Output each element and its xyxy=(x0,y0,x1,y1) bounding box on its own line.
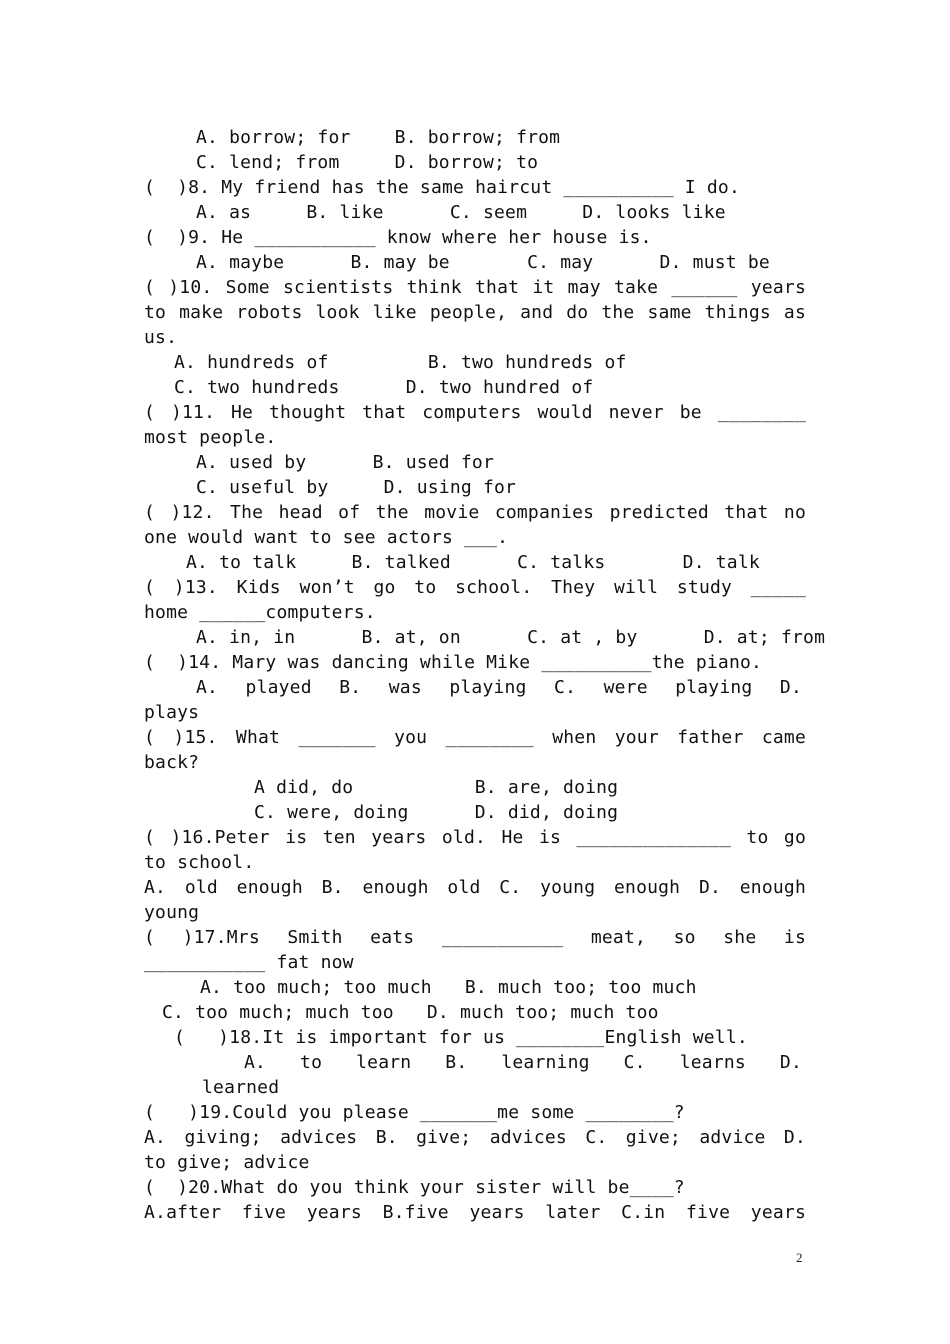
question-13-line-1: ( )13. Kids won’t go to school. They will study _____ xyxy=(144,577,806,598)
q14-options-cont: plays xyxy=(144,702,200,723)
q19-options: A. giving; advices B. give; advices C. give; advice D. xyxy=(144,1127,806,1148)
q10-options-ab: A. hundreds of B. two hundreds of xyxy=(174,352,627,373)
question-20: ( )20.What do you think your sister will be____? xyxy=(144,1177,685,1198)
q15-options-cd: C. were, doing D. did, doing xyxy=(254,802,619,823)
q15-options-ab: A did, do B. are, doing xyxy=(254,777,619,798)
q17-options-cd: C. too much; much too D. much too; much too xyxy=(162,1002,659,1023)
question-17-line-2: ___________ fat now xyxy=(144,952,354,973)
q16-options-cont: young xyxy=(144,902,200,923)
question-18: ( )18.It is important for us ________English well. xyxy=(174,1027,748,1048)
question-12-line-1: ( )12. The head of the movie companies predicted that no xyxy=(144,502,806,523)
q7-options-cd: C. lend; from D. borrow; to xyxy=(196,152,539,173)
q18-options-cont: learned xyxy=(202,1077,280,1098)
question-11-line-2: most people. xyxy=(144,427,277,448)
q10-options-cd: C. two hundreds D. two hundred of xyxy=(174,377,594,398)
q18-options: A. to learn B. learning C. learns D. xyxy=(244,1052,802,1073)
question-12-line-2: one would want to see actors ___. xyxy=(144,527,509,548)
page-number: 2 xyxy=(796,1250,803,1265)
question-19: ( )19.Could you please _______me some ________? xyxy=(144,1102,685,1123)
q11-options-ab: A. used by B. used for xyxy=(196,452,494,473)
q7-options-ab: A. borrow; for B. borrow; from xyxy=(196,127,561,148)
question-15-line-2: back? xyxy=(144,752,200,773)
question-15-line-1: ( )15. What _______ you ________ when your father came xyxy=(144,727,806,748)
q13-options: A. in, in B. at, on C. at , by D. at; from xyxy=(196,627,826,648)
question-8: ( )8. My friend has the same haircut __________ I do. xyxy=(144,177,740,198)
question-9: ( )9. He ___________ know where her house is. xyxy=(144,227,652,248)
q14-options: A. played B. was playing C. were playing D. xyxy=(196,677,802,698)
question-16-line-2: to school. xyxy=(144,852,255,873)
question-16-line-1: ( )16.Peter is ten years old. He is ______________ to go xyxy=(144,827,806,848)
question-10-line-1: ( )10. Some scientists think that it may take ______ years xyxy=(144,277,806,298)
q8-options: A. as B. like C. seem D. looks like xyxy=(196,202,726,223)
q17-options-ab: A. too much; too much B. much too; too much xyxy=(200,977,697,998)
q11-options-cd: C. useful by D. using for xyxy=(196,477,517,498)
q9-options: A. maybe B. may be C. may D. must be xyxy=(196,252,770,273)
question-13-line-2: home ______computers. xyxy=(144,602,376,623)
question-10-line-3: us. xyxy=(144,327,178,348)
q20-options: A.after five years B.five years later C.in five years xyxy=(144,1202,806,1223)
q12-options: A. to talk B. talked C. talks D. talk xyxy=(186,552,760,573)
question-14: ( )14. Mary was dancing while Mike __________the piano. xyxy=(144,652,763,673)
question-11-line-1: ( )11. He thought that computers would never be ________ xyxy=(144,402,806,423)
q19-options-cont: to give; advice xyxy=(144,1152,310,1173)
question-17-line-1: ( )17.Mrs Smith eats ___________ meat, so she is xyxy=(144,927,806,948)
q16-options: A. old enough B. enough old C. young enough D. enough xyxy=(144,877,806,898)
question-10-line-2: to make robots look like people, and do the same things as xyxy=(144,302,806,323)
